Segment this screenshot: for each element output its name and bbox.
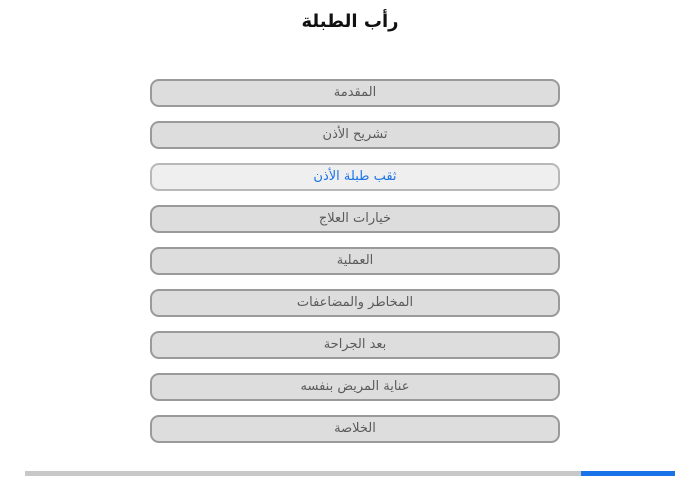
page-title: رأب الطبلة [301,11,399,32]
menu-item-the-procedure[interactable]: العملية [150,247,560,275]
progress-bar-fill [581,471,675,476]
menu-item-risks-complications[interactable]: المخاطر والمضاعفات [150,289,560,317]
menu-item-after-surgery[interactable]: بعد الجراحة [150,331,560,359]
progress-bar [25,471,675,476]
chapter-menu [150,79,560,457]
menu-item-introduction[interactable]: المقدمة [150,79,560,107]
menu-item-self-care[interactable]: عناية المريض بنفسه [150,373,560,401]
menu-item-eardrum-perforation[interactable]: ثقب طبلة الأذن [150,163,560,191]
menu-item-treatment-options[interactable]: خيارات العلاج [150,205,560,233]
menu-item-ear-anatomy[interactable]: تشريح الأذن [150,121,560,149]
menu-item-summary[interactable]: الخلاصة [150,415,560,443]
